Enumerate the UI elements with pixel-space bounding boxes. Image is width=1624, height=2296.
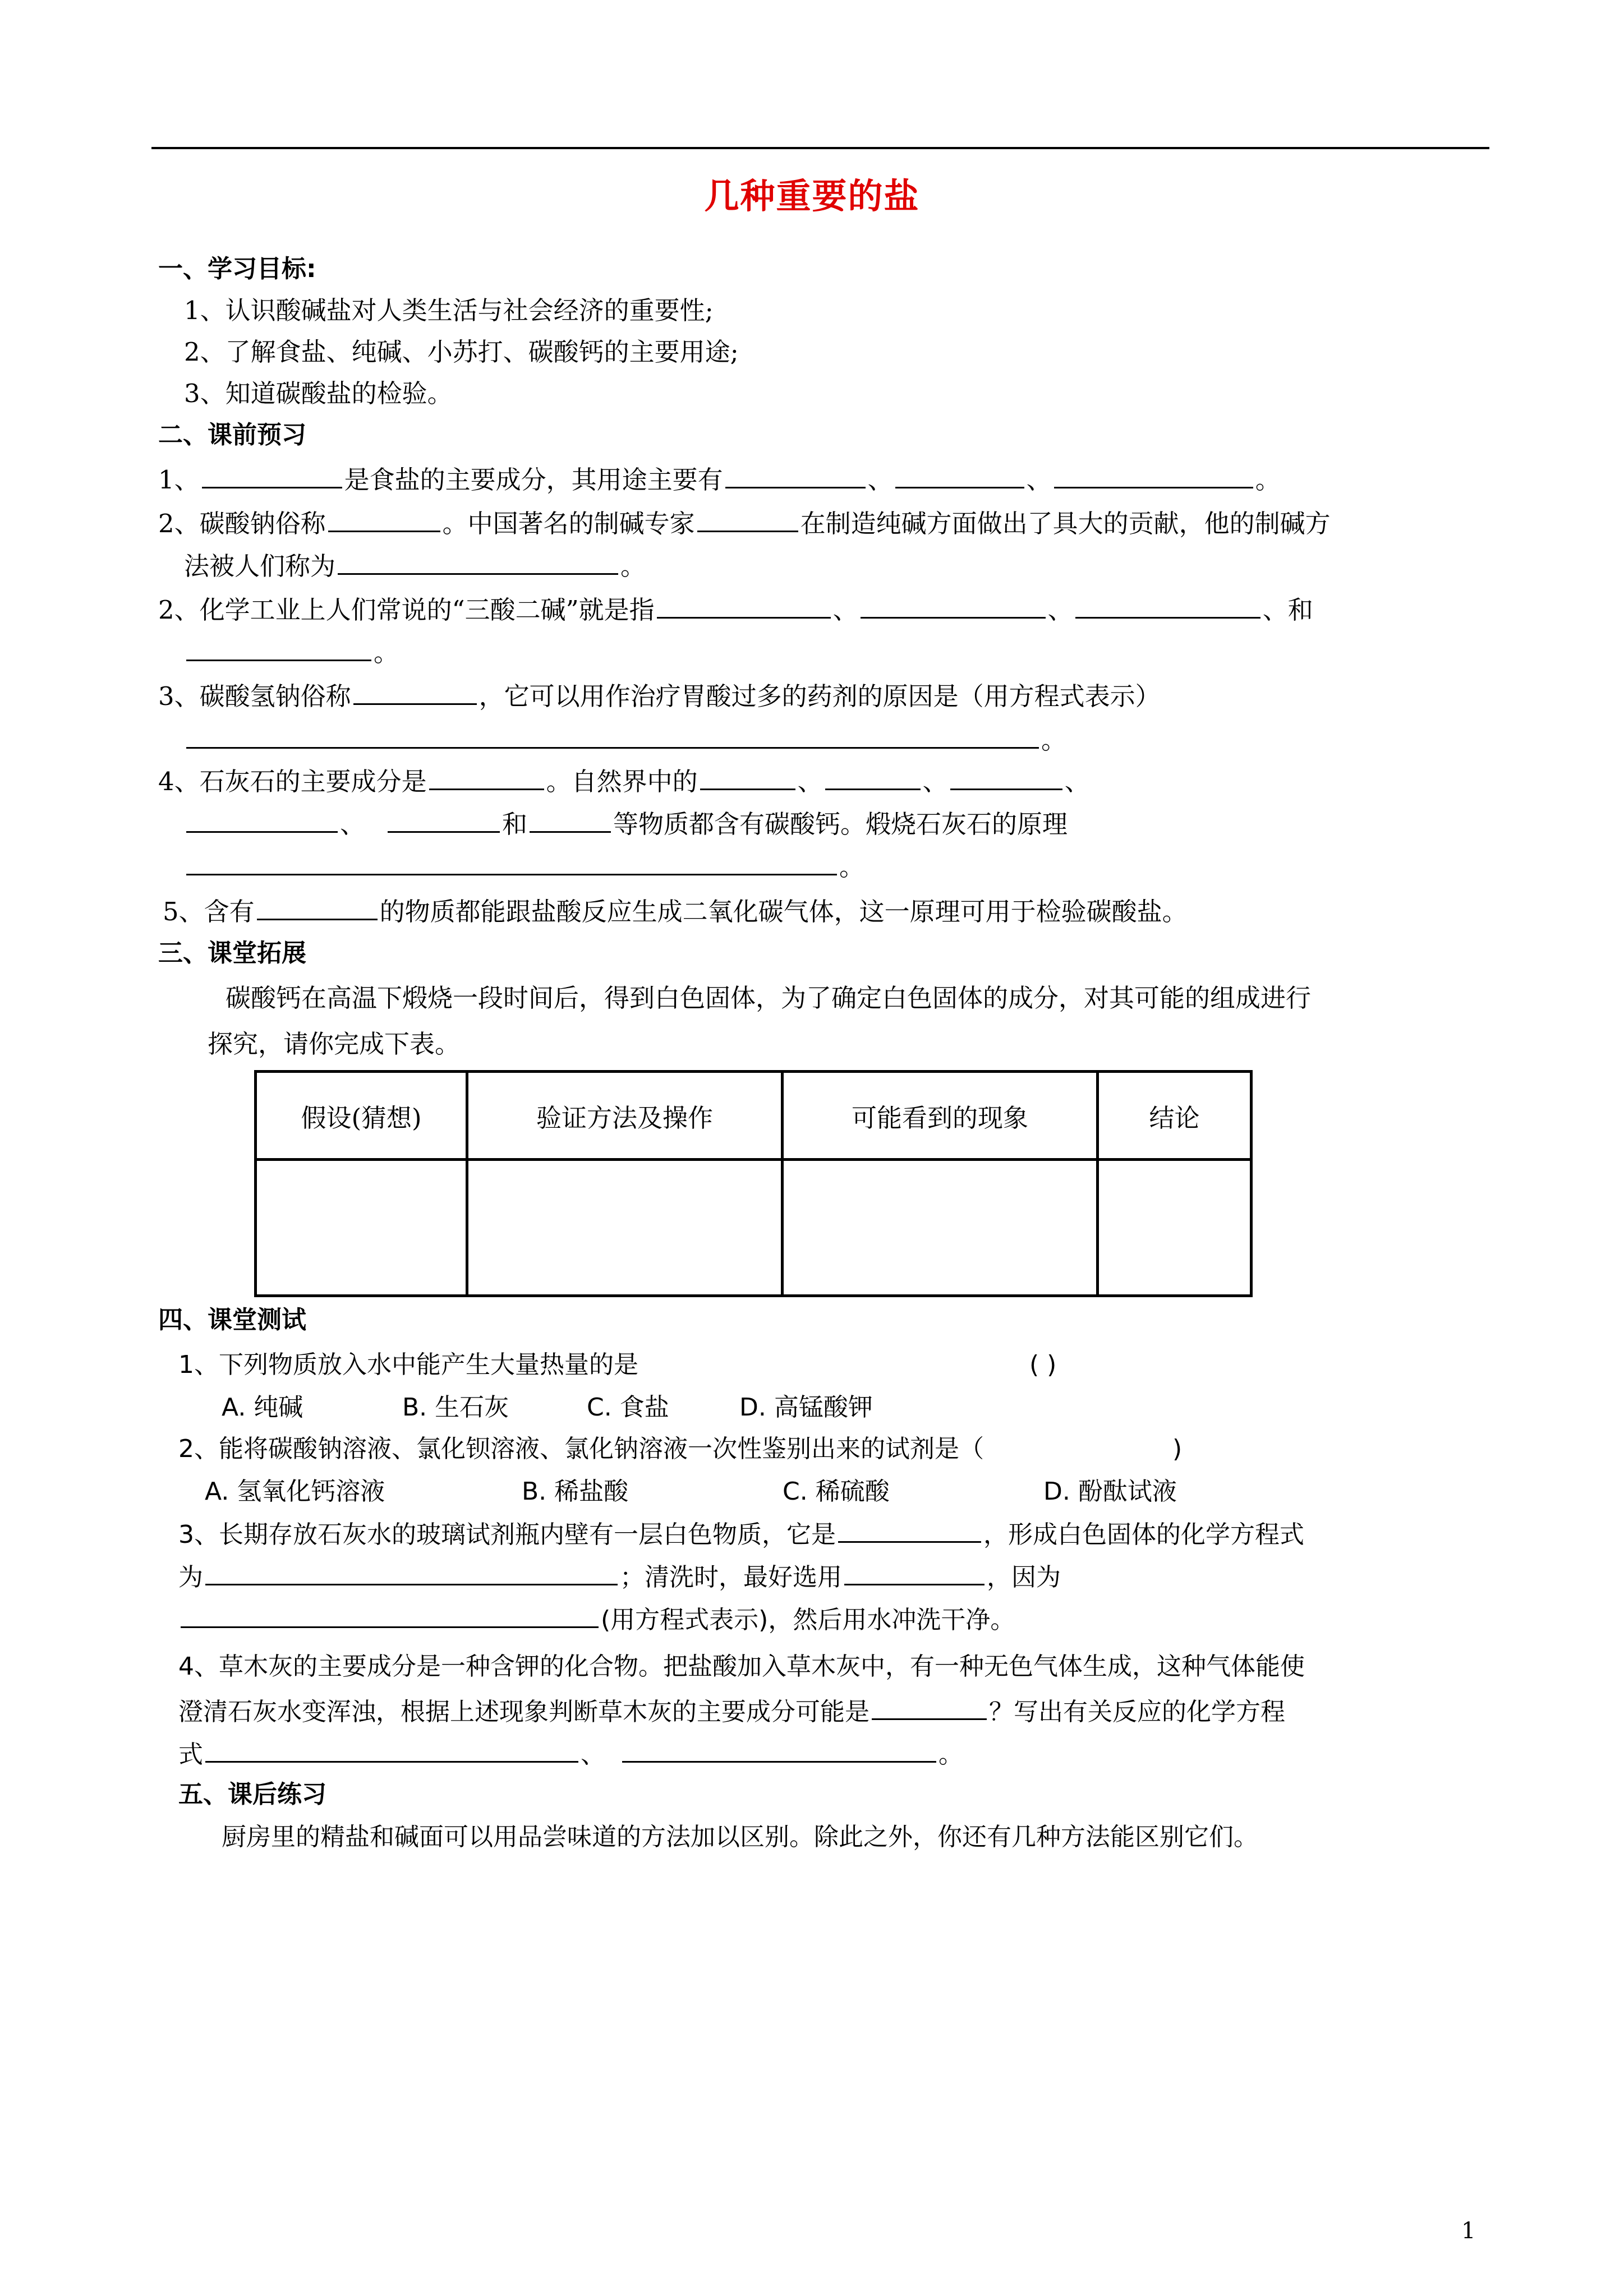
answer-blank[interactable] — [186, 847, 837, 875]
answer-blank[interactable] — [181, 1599, 599, 1628]
extension-paragraph-cont: 探究，请你完成下表。 — [208, 1029, 461, 1059]
option: A. 纯碱 — [222, 1393, 303, 1422]
answer-blank[interactable] — [622, 1734, 936, 1763]
test-question-4: 4、草木灰的主要成分是一种含钾的化合物。把盐酸加入草木灰中，有一种无色气体生成，这种气体能使 — [178, 1652, 1305, 1681]
test-question-4-cont2: 式 、 。 — [178, 1734, 963, 1773]
test-question-2: 2、能将碳酸钠溶液、氯化钡溶液、氯化钠溶液一次性鉴别出来的试剂是（ — [178, 1435, 984, 1463]
test-question-3-cont: 为 ；清洗时，最好选用 ，因为 — [178, 1557, 1061, 1596]
answer-blank[interactable] — [844, 1557, 984, 1585]
answer-blank[interactable] — [825, 762, 921, 790]
option: C. 食盐 — [587, 1393, 669, 1422]
homework-paragraph: 厨房里的精盐和碱面可以用品尝味道的方法加以区别。除此之外，你还有几种方法能区别它们。 — [222, 1823, 1258, 1851]
answer-blank[interactable] — [186, 720, 1039, 749]
preview-question-2: 2、碳酸钠俗称 。中国著名的制碱专家 在制造纯碱方面做出了具大的贡献，他的制碱方 — [158, 504, 1331, 542]
answer-blank[interactable] — [700, 762, 795, 790]
answer-blank[interactable] — [895, 460, 1024, 488]
answer-blank[interactable] — [202, 460, 342, 488]
page-number: 1 — [1461, 2218, 1476, 2244]
preview-question-4: 3、碳酸氢钠俗称 ，它可以用作治疗胃酸过多的药剂的原因是（用方程式表示） — [158, 676, 1161, 714]
preview-question-6: 5、含有 的物质都能跟盐酸反应生成二氧化碳气体，这一原理可用于检验碳酸盐。 — [163, 892, 1188, 930]
answer-blank[interactable] — [725, 460, 866, 488]
section-heading-extension: 三、课堂拓展 — [158, 939, 306, 967]
answer-blank[interactable] — [657, 590, 831, 619]
answer-blank[interactable] — [1075, 590, 1260, 619]
answer-blank[interactable] — [861, 590, 1046, 619]
test-question-3-cont2: (用方程式表示)，然后用水冲洗干净。 — [178, 1599, 1015, 1638]
extension-paragraph: 碳酸钙在高温下煅烧一段时间后，得到白色固体，为了确定白色固体的成分，对其可能的组成进行 — [226, 983, 1312, 1013]
answer-paren[interactable]: ) — [1172, 1435, 1183, 1463]
test-question-3: 3、长期存放石灰水的玻璃试剂瓶内壁有一层白色物质，它是 ，形成白色固体的化学方程式 — [178, 1514, 1304, 1553]
preview-question-3: 2、化学工业上人们常说的“三酸二碱”就是指 、 、 、和 — [158, 590, 1313, 628]
section-heading-test: 四、课堂测试 — [158, 1306, 306, 1334]
section-heading-preview: 二、课前预习 — [158, 421, 306, 449]
answer-blank[interactable] — [186, 804, 338, 833]
table-header-method: 验证方法及操作 — [467, 1072, 783, 1160]
table-cell-input[interactable] — [783, 1160, 1098, 1296]
answer-blank[interactable] — [388, 804, 500, 833]
answer-blank[interactable] — [950, 762, 1062, 790]
preview-question-4-cont: 。 — [184, 720, 1066, 758]
answer-blank[interactable] — [328, 504, 440, 532]
section-heading-goals: 一、学习目标: — [158, 255, 316, 283]
answer-blank[interactable] — [353, 676, 477, 705]
goal-item: 1、认识酸碱盐对人类生活与社会经济的重要性; — [184, 296, 714, 325]
answer-blank[interactable] — [429, 762, 544, 790]
preview-question-3-cont: 。 — [184, 633, 399, 671]
table-header-phenomenon: 可能看到的现象 — [783, 1072, 1098, 1160]
test-question-4-cont: 澄清石灰水变浑浊，根据上述现象判断草木灰的主要成分可能是 ？写出有关反应的化学方程 — [178, 1691, 1285, 1730]
goal-item: 3、知道碳酸盐的检验。 — [184, 379, 453, 408]
test-question-1: 1、下列物质放入水中能产生大量热量的是 — [178, 1350, 638, 1379]
answer-blank[interactable] — [338, 546, 618, 575]
option: C. 稀硫酸 — [783, 1477, 890, 1506]
preview-question-5-cont2: 。 — [184, 847, 864, 885]
answer-blank[interactable] — [872, 1691, 987, 1720]
table-cell-input[interactable] — [467, 1160, 783, 1296]
header-rule — [151, 147, 1489, 149]
option: B. 稀盐酸 — [522, 1477, 629, 1506]
answer-blank[interactable] — [838, 1514, 981, 1543]
option: A. 氢氧化钙溶液 — [205, 1477, 385, 1506]
answer-paren[interactable]: ( ) — [1029, 1350, 1057, 1379]
answer-blank[interactable] — [697, 504, 798, 532]
page-title: 几种重要的盐 — [704, 176, 920, 216]
option: D. 酚酞试液 — [1043, 1477, 1177, 1506]
preview-question-2-cont: 法被人们称为 。 — [184, 546, 646, 584]
preview-question-1: 1、 是食盐的主要成分，其用途主要有 、 、 。 — [158, 460, 1281, 498]
table-cell-input[interactable] — [1098, 1160, 1252, 1296]
answer-blank[interactable] — [1054, 460, 1253, 488]
table-header-hypothesis: 假设(猜想) — [256, 1072, 467, 1160]
hypothesis-table — [254, 1070, 1253, 1297]
option: D. 高锰酸钾 — [739, 1393, 873, 1422]
section-heading-homework: 五、课后练习 — [178, 1780, 326, 1809]
answer-blank[interactable] — [257, 892, 378, 920]
goal-item: 2、了解食盐、纯碱、小苏打、碳酸钙的主要用途; — [184, 337, 739, 367]
preview-question-5-cont: 、 和 等物质都含有碳酸钙。煅烧石灰石的原理 — [184, 804, 1068, 842]
preview-question-5: 4、石灰石的主要成分是 。自然界中的 、 、 、 — [158, 762, 1090, 800]
answer-blank[interactable] — [186, 633, 371, 661]
option: B. 生石灰 — [402, 1393, 509, 1422]
answer-blank[interactable] — [530, 804, 611, 833]
answer-blank[interactable] — [205, 1557, 618, 1585]
table-header-conclusion: 结论 — [1098, 1072, 1252, 1160]
answer-blank[interactable] — [205, 1734, 578, 1763]
table-cell-input[interactable] — [256, 1160, 467, 1296]
